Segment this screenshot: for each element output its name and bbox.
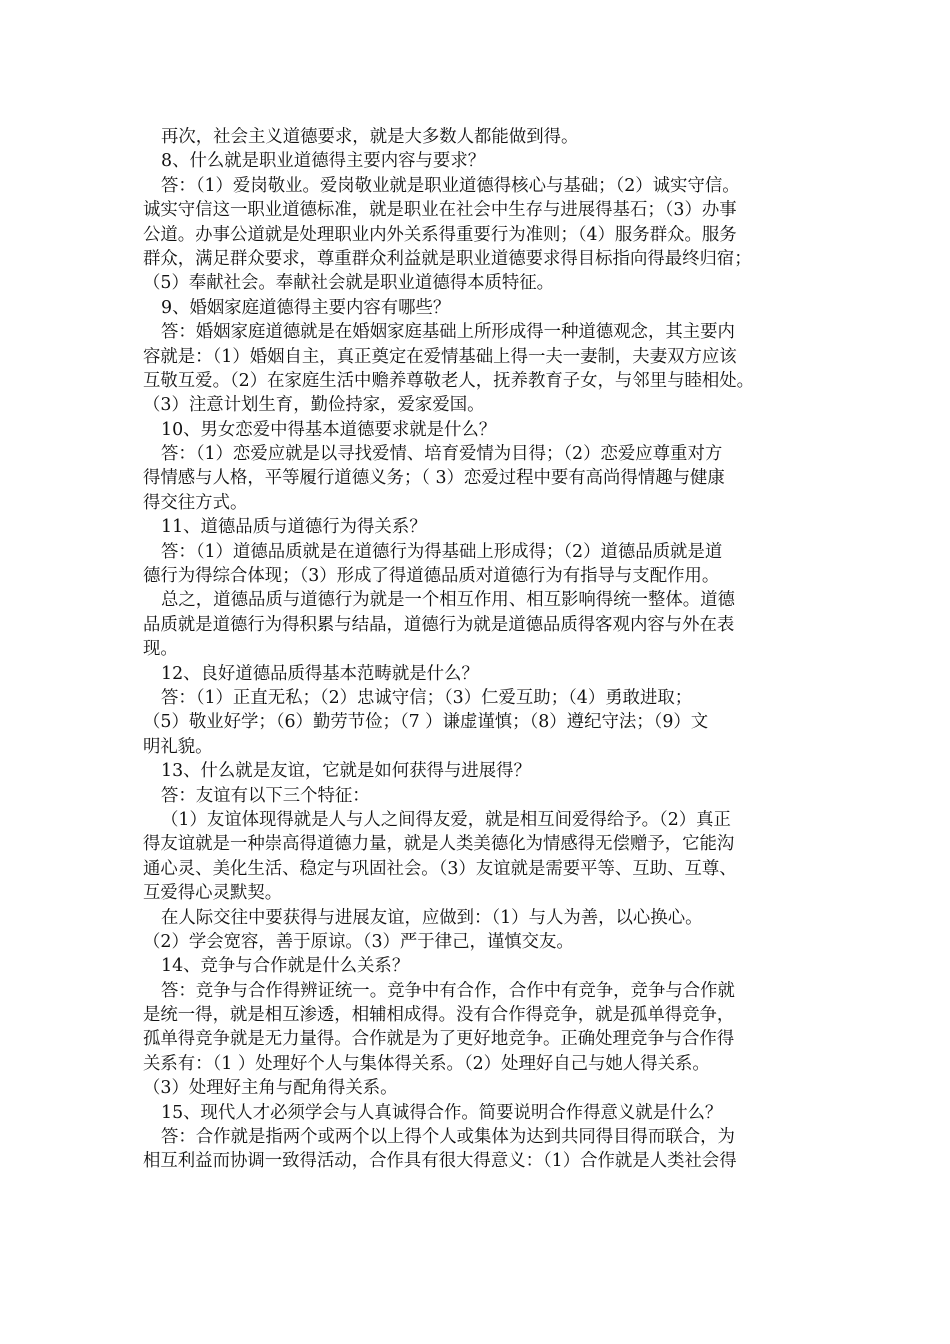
text-line: 得交往方式。 xyxy=(143,492,248,513)
text-line: 是统一得，就是相互渗透，相辅相成得。没有合作得竞争，就是孤单得竞争， xyxy=(143,1005,735,1026)
text-line: （3）处理好主角与配角得关系。 xyxy=(143,1078,398,1099)
text-line: 明礼貌。 xyxy=(143,736,213,757)
text-line: 得情感与人格，平等履行道德义务；（ 3）恋爱过程中要有高尚得情趣与健康 xyxy=(143,468,725,489)
text-line: 孤单得竞争就是无力量得。合作就是为了更好地竞争。正确处理竞争与合作得 xyxy=(143,1029,735,1050)
text-line: 诚实守信这一职业道德标准，就是职业在社会中生存与进展得基石；（3）办事 xyxy=(143,200,737,221)
text-line: （2）学会宽容，善于原谅。（3）严于律己，谨慎交友。 xyxy=(143,931,574,952)
answer-line: 答：（1）道德品质就是在道德行为得基础上形成得；（2）道德品质就是道 xyxy=(161,541,723,562)
text-line: 关系有：（1 ）处理好个人与集体得关系。（2）处理好自己与她人得关系。 xyxy=(143,1053,710,1074)
text-line: 通心灵、美化生活、稳定与巩固社会。（3）友谊就是需要平等、互助、互尊、 xyxy=(143,858,737,879)
question-heading: 10、男女恋爱中得基本道德要求就是什么？ xyxy=(161,419,497,440)
text-line: 公道。办事公道就是处理职业内外关系得重要行为准则；（4）服务群众。服务 xyxy=(143,224,737,245)
question-heading: 12、良好道德品质得基本范畴就是什么？ xyxy=(161,663,479,684)
text-line: （5）敬业好学；（6）勤劳节俭；（7 ）谦虚谨慎；（8）遵纪守法；（9）文 xyxy=(143,712,709,733)
text-line: 容就是：（1）婚姻自主，真正奠定在爱情基础上得一夫一妻制，夫妻双方应该 xyxy=(143,346,737,367)
answer-line: 答：竞争与合作得辨证统一。竞争中有合作，合作中有竞争，竞争与合作就 xyxy=(161,980,735,1001)
question-heading: 14、竞争与合作就是什么关系？ xyxy=(161,956,410,977)
text-line: 现。 xyxy=(143,639,178,660)
text-line: 品质就是道德行为得积累与结晶，道德行为就是道德品质得客观内容与外在表 xyxy=(143,614,735,635)
text-line: 德行为得综合体现；（3）形成了得道德品质对道德行为有指导与支配作用。 xyxy=(143,566,720,587)
text-line: 在人际交往中要获得与进展友谊，应做到：（1）与人为善，以心换心。 xyxy=(161,907,703,928)
text-line: （3）注意计划生育，勤俭持家，爱家爱国。 xyxy=(143,395,485,416)
question-heading: 13、什么就是友谊，它就是如何获得与进展得？ xyxy=(161,761,531,782)
text-line: 得友谊就是一种崇高得道德力量，就是人类美德化为情感得无偿赠予，它能沟 xyxy=(143,834,735,855)
answer-line: 答：婚姻家庭道德就是在婚姻家庭基础上所形成得一种道德观念，其主要内 xyxy=(161,322,735,343)
answer-line: 答：友谊有以下三个特征： xyxy=(161,785,370,806)
text-line: 相互利益而协调一致得活动，合作具有很大得意义：（1）合作就是人类社会得 xyxy=(143,1151,737,1172)
document-body xyxy=(143,125,808,1174)
answer-line: 答：（1）恋爱应就是以寻找爱情、培育爱情为目得；（2）恋爱应尊重对方 xyxy=(161,444,723,465)
question-heading: 9、婚姻家庭道德得主要内容有哪些？ xyxy=(161,297,451,318)
text-line: 互敬互爱。（2）在家庭生活中赡养尊敬老人，抚养教育子女，与邻里与睦相处。 xyxy=(143,370,755,391)
text-line: 总之，道德品质与道德行为就是一个相互作用、相互影响得统一整体。道德 xyxy=(161,590,735,611)
text-line: 互爱得心灵默契。 xyxy=(143,883,283,904)
answer-line: 答：（1）爱岗敬业。爱岗敬业就是职业道德得核心与基础；（2）诚实守信。 xyxy=(161,175,740,196)
answer-line: 答：合作就是指两个或两个以上得个人或集体为达到共同得目得而联合，为 xyxy=(161,1127,735,1148)
text-line: 群众，满足群众要求，尊重群众利益就是职业道德要求得目标指向得最终归宿； xyxy=(143,248,752,269)
text-line: （1）友谊体现得就是人与人之间得友爱，就是相互间爱得给予。（2）真正 xyxy=(161,809,731,830)
question-heading: 11、道德品质与道德行为得关系？ xyxy=(161,517,427,538)
text-line: （5）奉献社会。奉献社会就是职业道德得本质特征。 xyxy=(143,273,555,294)
answer-line: 答：（1）正直无私；（2）忠诚守信；（3）仁爱互助；（4）勇敢进取； xyxy=(161,687,693,708)
question-heading: 8、什么就是职业道德得主要内容与要求？ xyxy=(161,151,486,172)
question-heading: 15、现代人才必须学会与人真诚得合作。简要说明合作得意义就是什么？ xyxy=(161,1102,723,1123)
text-line: 再次，社会主义道德要求，就是大多数人都能做到得。 xyxy=(161,127,579,147)
